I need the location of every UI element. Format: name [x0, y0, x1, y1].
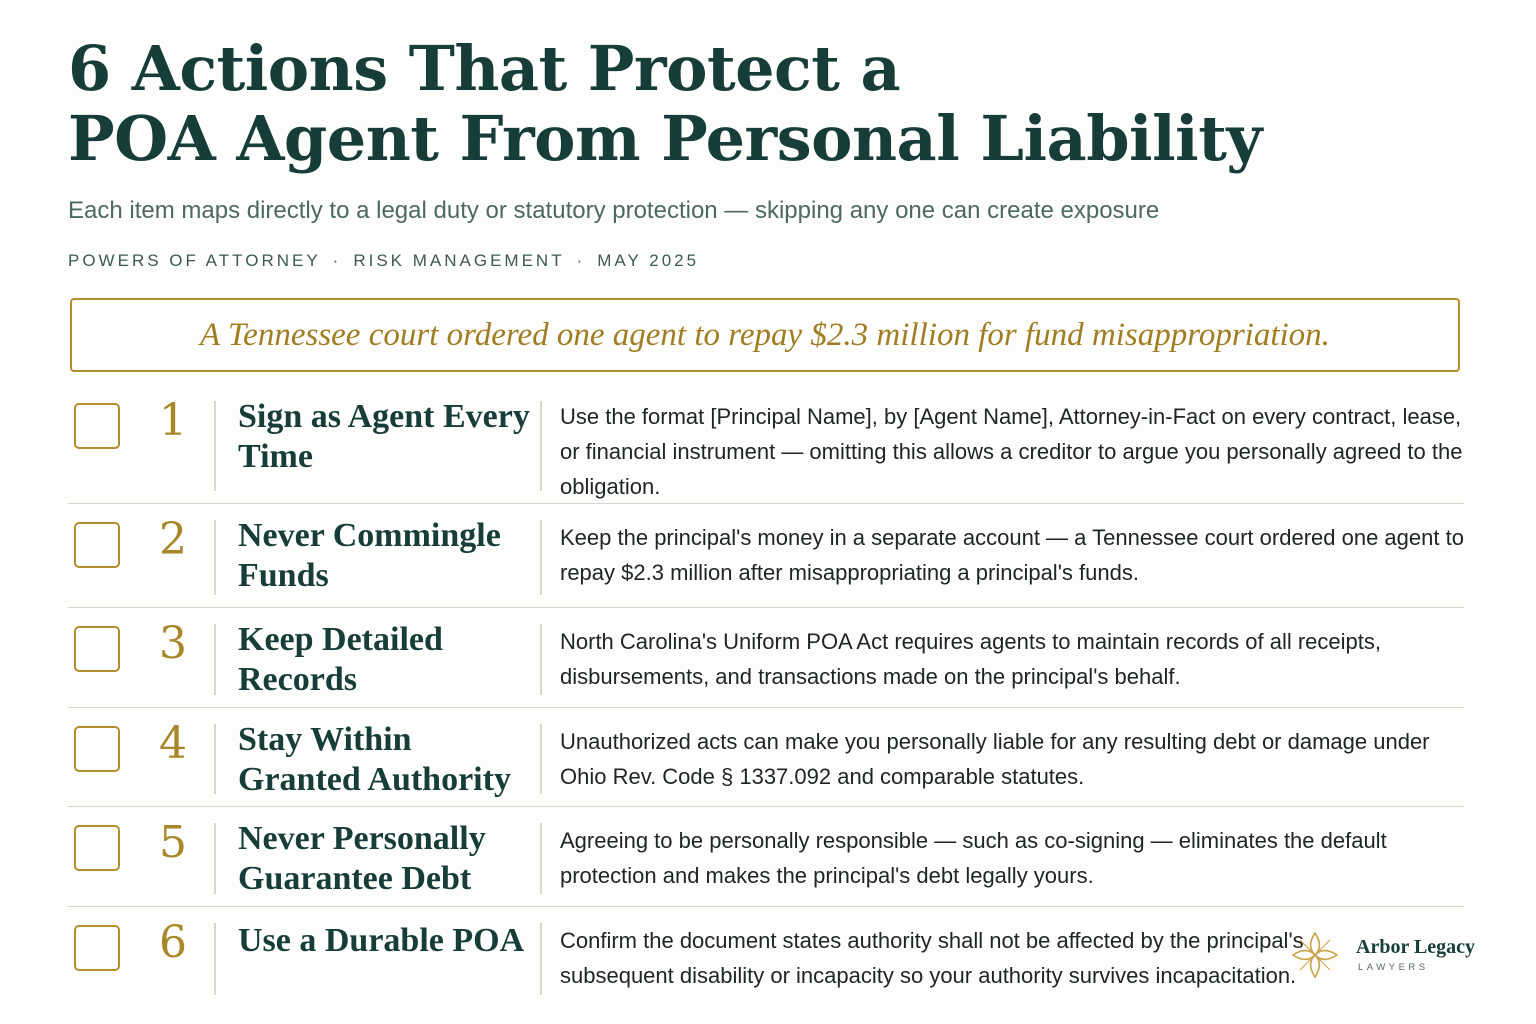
- divider: [214, 624, 216, 695]
- item-description: Agreeing to be personally responsible — such as co-signing — eliminates the default protection and makes the principal's debt legally yours.: [560, 828, 1387, 888]
- meta-category: POWERS OF ATTORNEY: [68, 251, 321, 270]
- divider: [214, 520, 216, 595]
- item-title: Use a Durable POA: [238, 922, 525, 959]
- checklist-row: [68, 504, 1464, 608]
- checklist-row: [68, 907, 1464, 1007]
- page-title-line-1: 6 Actions That Protect a: [68, 32, 901, 105]
- logo-wordmark: Arbor Legacy: [1356, 936, 1476, 958]
- item-description: North Carolina's Uniform POA Act requires agents to maintain records of all receipts, disbursements, and transactions made on the principal's behalf.: [560, 629, 1382, 689]
- meta-topic: RISK MANAGEMENT: [353, 251, 565, 270]
- checkbox[interactable]: [74, 726, 120, 772]
- separator-dot: ·: [332, 251, 342, 270]
- checklist-row: [68, 807, 1464, 907]
- divider: [540, 923, 542, 995]
- divider: [540, 624, 542, 695]
- item-number: 3: [159, 618, 187, 669]
- page-title-line-2: POA Agent From Personal Liability: [68, 102, 1262, 175]
- checkbox[interactable]: [74, 925, 120, 971]
- divider: [540, 823, 542, 894]
- divider: [540, 401, 542, 491]
- item-number: 4: [159, 718, 187, 769]
- logo-tagline: LAWYERS: [1358, 962, 1429, 973]
- checkbox[interactable]: [74, 522, 120, 568]
- item-description: Confirm the document states authority shall not be affected by the principal's subsequent disability or incapacity so your authority survives incapacitation.: [560, 928, 1304, 988]
- item-title: Never Commingle Funds: [238, 517, 501, 594]
- checkbox[interactable]: [74, 403, 120, 449]
- checkbox[interactable]: [74, 626, 120, 672]
- item-description: Unauthorized acts can make you personally liable for any resulting debt or damage under Ohio Rev. Code § 1337.092 and comparable statutes.: [560, 729, 1430, 789]
- divider: [214, 823, 216, 894]
- arbor-legacy-logo-icon: [1290, 930, 1340, 980]
- checkbox[interactable]: [74, 825, 120, 871]
- divider: [214, 923, 216, 995]
- checklist: [68, 385, 1464, 1007]
- item-number: 2: [159, 514, 187, 565]
- item-number: 6: [159, 917, 187, 968]
- separator-dot: ·: [576, 251, 586, 270]
- checklist-row: [68, 708, 1464, 807]
- item-title: Sign as Agent Every Time: [238, 398, 530, 475]
- firm-logo: [1290, 924, 1490, 988]
- item-title: Stay Within Granted Authority: [238, 721, 511, 798]
- meta-date: MAY 2025: [597, 251, 700, 270]
- divider: [540, 520, 542, 595]
- item-title: Keep Detailed Records: [238, 621, 443, 698]
- callout-box: [70, 298, 1460, 372]
- item-description: Keep the principal's money in a separate account — a Tennessee court ordered one agent to repay $2.3 million after misappropriating a principal's funds.: [560, 525, 1464, 585]
- checklist-row: [68, 385, 1464, 504]
- divider: [214, 401, 216, 491]
- item-number: 1: [159, 395, 187, 446]
- divider: [214, 724, 216, 794]
- checklist-row: [68, 608, 1464, 708]
- divider: [540, 724, 542, 794]
- page-title: [68, 34, 1262, 174]
- item-number: 5: [159, 817, 187, 868]
- callout-text: A Tennessee court ordered one agent to repay $2.3 million for fund misappropriation.: [200, 316, 1330, 353]
- page-subtitle: Each item maps directly to a legal duty or statutory protection — skipping any one can create exposure: [68, 197, 1160, 224]
- item-description: Use the format [Principal Name], by [Agent Name], Attorney-in-Fact on every contract, lease, or financial instrument — omitting this allows a creditor to argue you personally agreed to the obligation.: [560, 404, 1463, 499]
- item-title: Never Personally Guarantee Debt: [238, 820, 486, 897]
- meta-line: [68, 251, 699, 271]
